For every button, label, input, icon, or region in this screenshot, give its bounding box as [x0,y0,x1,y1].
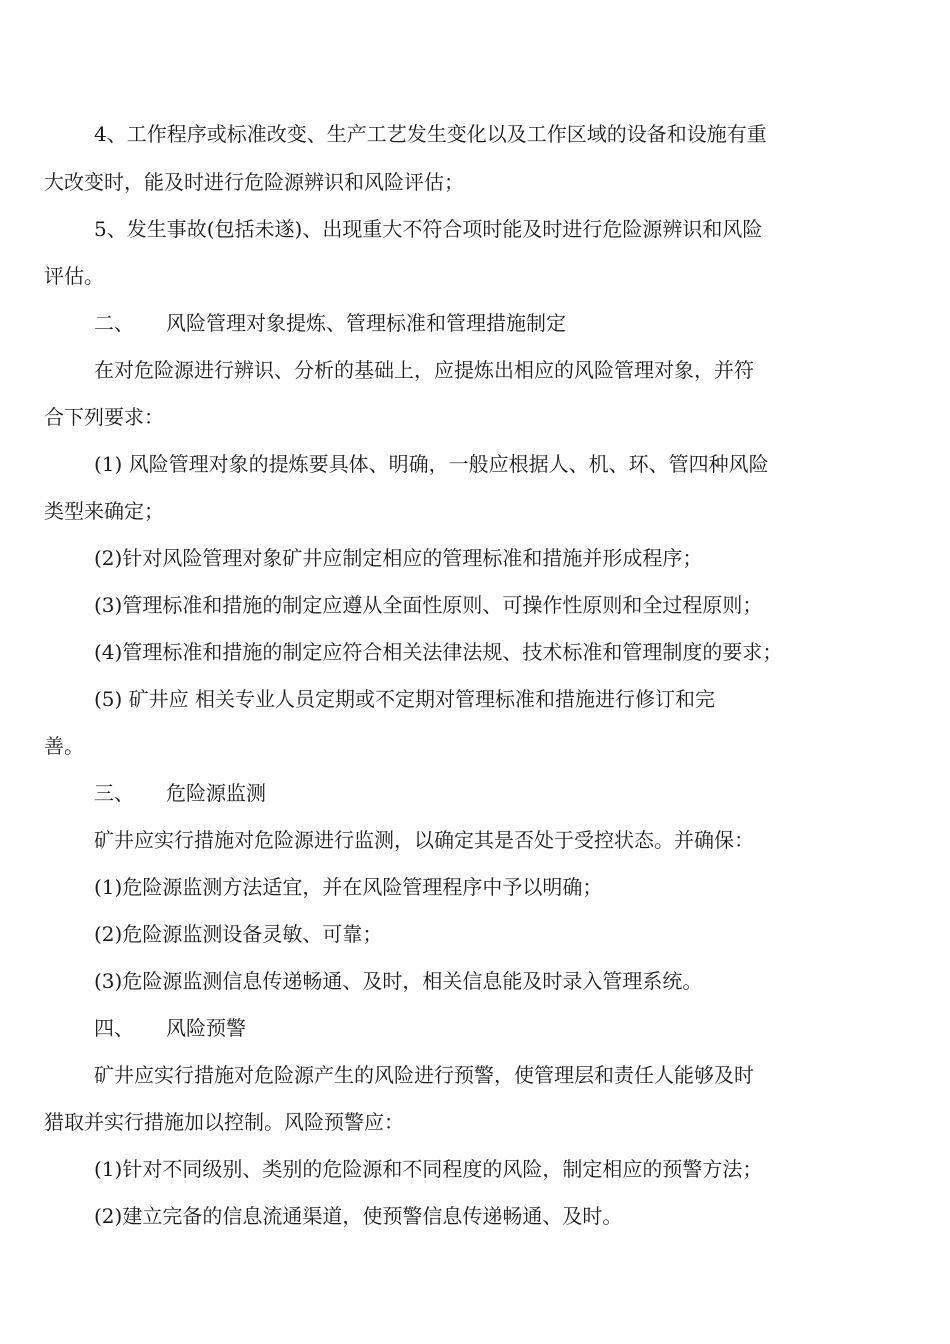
section-4-req-1: (1)针对不同级别、类别的危险源和不同程度的风险，制定相应的预警方法； [94,1157,763,1181]
section-4-heading [94,1016,246,1040]
section-4-intro-line-2: 猎取并实行措施加以控制。风险预警应： [44,1110,404,1134]
section-2-req-2: (2)针对风险管理对象矿井应制定相应的管理标准和措施并形成程序； [94,546,703,570]
section-2-heading [94,311,566,335]
item-5-line-1: 5、发生事故(包括未遂)、出现重大不符合项时能及时进行危险源辨识和风险 [94,217,763,241]
section-4-req-2: (2)建立完备的信息流通渠道，使预警信息传递畅通、及时。 [94,1204,623,1228]
item-5-line-2: 评估。 [44,264,104,288]
section-3-number: 三、 [94,781,134,805]
section-2-intro-line-2: 合下列要求： [44,405,164,429]
section-2-req-4: (4)管理标准和措施的制定应符合相关法律法规、技术标准和管理制度的要求； [94,640,783,664]
section-3-intro: 矿井应实行措施对危险源进行监测，以确定其是否处于受控状态。并确保： [94,828,754,852]
section-4-title: 风险预警 [166,1016,246,1040]
section-2-req-1-line-2: 类型来确定； [44,499,164,523]
item-4-line-2: 大改变时，能及时进行危险源辨识和风险评估； [44,170,464,194]
section-2-req-5-line-1: (5) 矿井应 相关专业人员定期或不定期对管理标准和措施进行修订和完 [94,687,716,711]
section-3-req-1: (1)危险源监测方法适宜，并在风险管理程序中予以明确； [94,875,603,899]
section-2-req-3: (3)管理标准和措施的制定应遵从全面性原则、可操作性原则和全过程原则； [94,593,763,617]
section-4-intro-line-1: 矿井应实行措施对危险源产生的风险进行预警，使管理层和责任人能够及时 [94,1063,754,1087]
section-3-req-3: (3)危险源监测信息传递畅通、及时，相关信息能及时录入管理系统。 [94,969,703,993]
section-2-title: 风险管理对象提炼、管理标准和管理措施制定 [166,311,566,335]
section-3-title: 危险源监测 [166,781,266,805]
section-2-req-5-line-2: 善。 [44,734,84,758]
section-4-number: 四、 [94,1016,134,1040]
section-2-intro-line-1: 在对危险源进行辨识、分析的基础上，应提炼出相应的风险管理对象，并符 [94,358,754,382]
item-4-line-1: 4、工作程序或标准改变、生产工艺发生变化以及工作区域的设备和设施有重 [94,122,767,146]
section-3-req-2: (2)危险源监测设备灵敏、可靠； [94,922,383,946]
section-2-req-1-line-1: (1) 风险管理对象的提炼要具体、明确，一般应根据人、机、环、管四种风险 [94,452,769,476]
section-2-number: 二、 [94,311,134,335]
section-3-heading [94,781,266,805]
